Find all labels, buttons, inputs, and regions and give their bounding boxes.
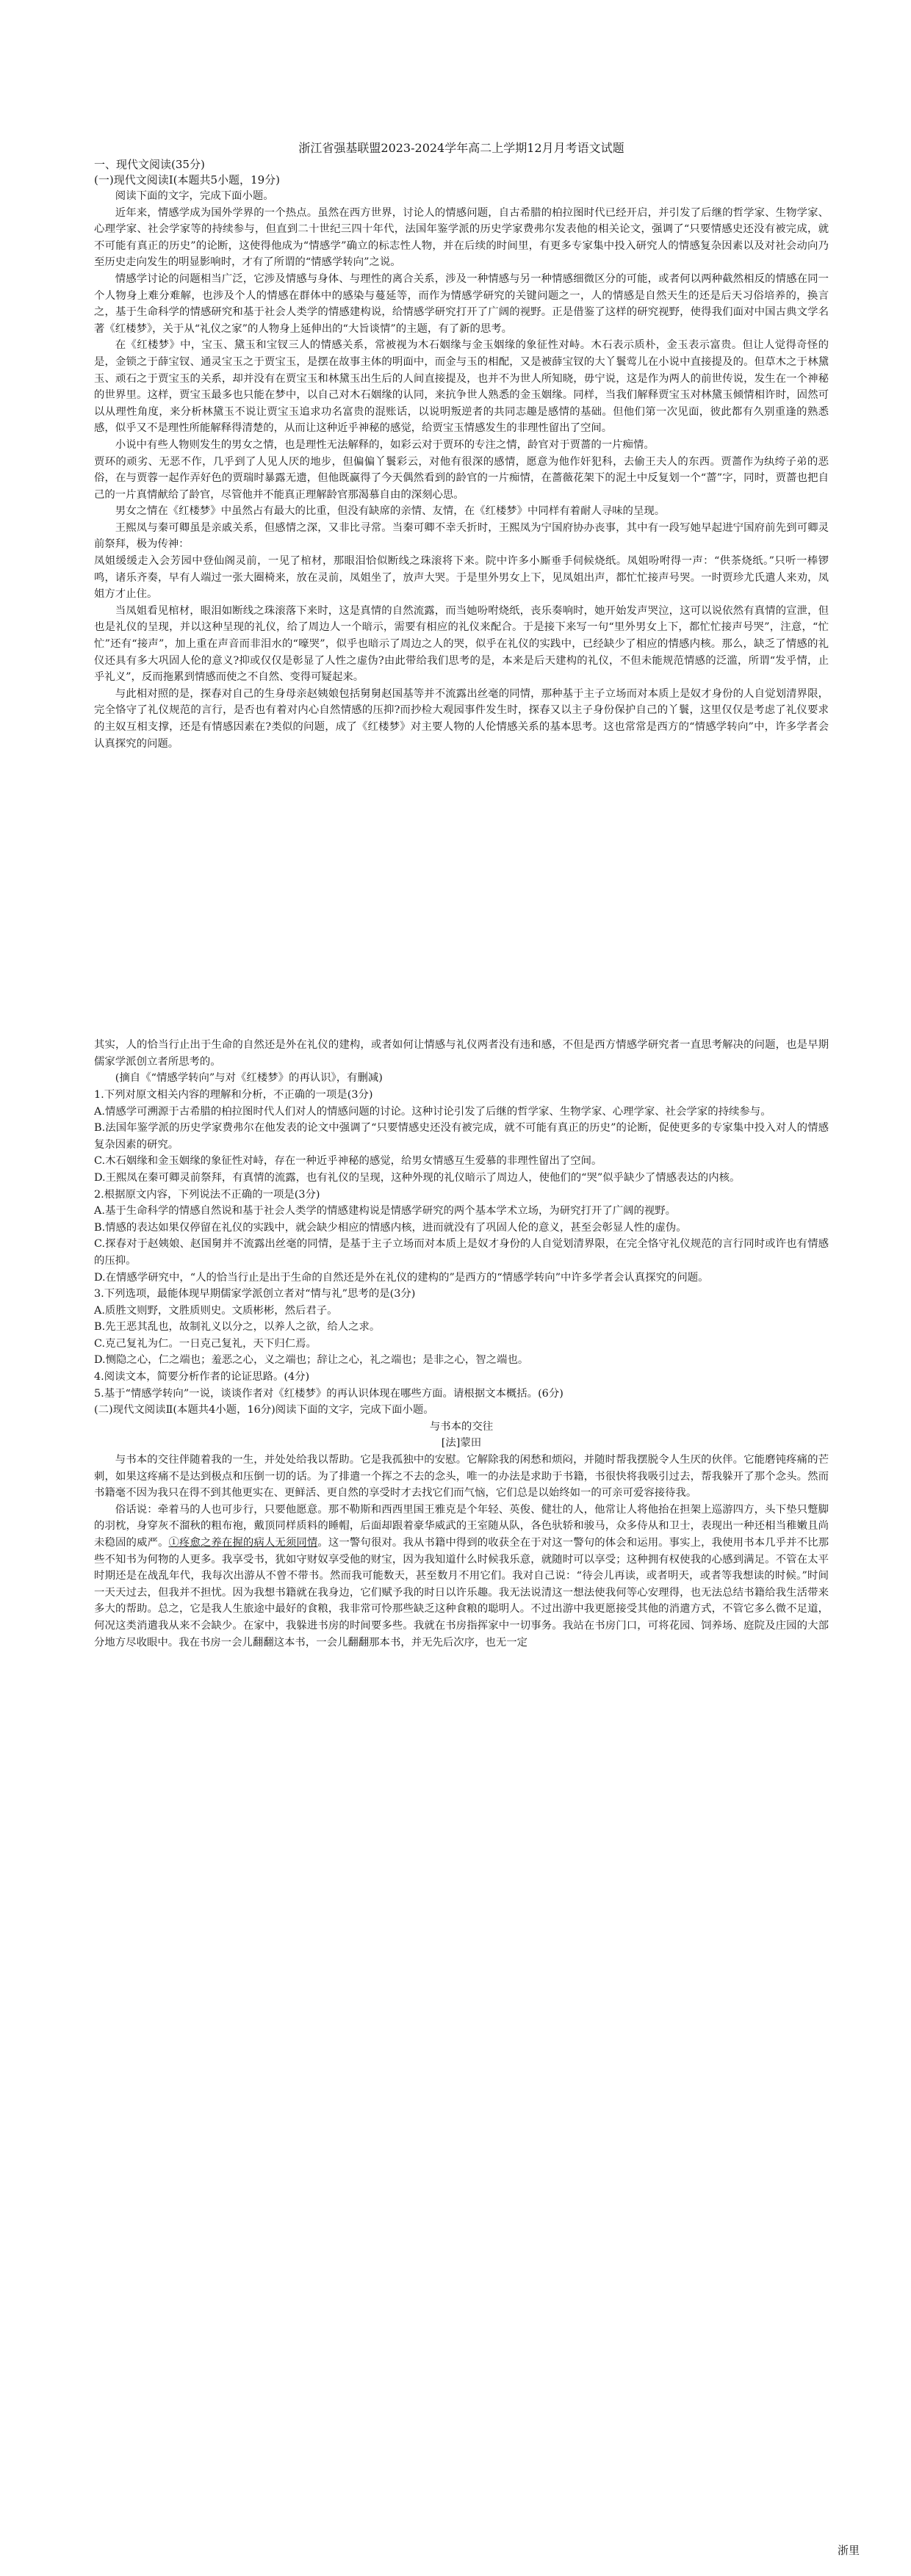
source-note: (摘自《“情感学转向”与对《红楼梦》的再认识》，有删减) bbox=[115, 1072, 383, 1085]
paragraph: 情感学讨论的问题相当广泛，它涉及情感与身体、与理性的离合关系，涉及一种情感与另一种情感细微区分的可能，或者何以两种截然相反的情感在同一个人物身上难分难解，也涉及个人的情感在群体中的感染与蔓延等，而作为情感学研究的关键问题之一，人的情感是自然天生的还是后天习俗培养的，换言之，基于生命科学的情感研究和基于社会人类学的情感建构说，给情感学研究打开了广阔的视野。正是借鉴了这样的研究视野，使得我们面对中国古典文学名著《红楼梦》，关于从“礼仪之家”的人物身上延伸出的“大旨谈情”的主题，有了新的思考。 bbox=[94, 272, 829, 335]
quoted-passage: 凤姐缓缓走入会芳园中登仙阁灵前，一见了棺材，那眼泪恰似断线之珠滚将下来。院中许多小厮垂手伺候烧纸。凤姐吩咐得一声：“供茶烧纸。”只听一棒锣鸣，诸乐齐奏，早有人端过一张大圈椅来，放在灵前，凤姐坐了，放声大哭。于是里外男女上下，见凤姐出声，都忙忙接声号哭。一时贾珍尤氏遣人来劝，凤姐方才止住。 bbox=[94, 555, 829, 601]
paragraph: 当凤姐看见棺材，眼泪如断线之珠滚落下来时，这是真情的自然流露，而当她吩咐烧纸，丧乐奏响时，她开始发声哭泣，这可以说依然有真情的宣泄，但也是礼仪的呈现，并以这种呈现的礼仪，给了周边人一个暗示，需要有相应的礼仪来配合。于是接下来写一句“里外男女上下，都忙忙接声号哭”，注意，“忙忙”还有“接声”，加上重在声音而非泪水的“嚎哭”，似乎也暗示了周边之人的哭，似乎在礼仪的实践中，已经缺少了相应的情感内核。那么，缺乏了情感的礼仪还具有多大巩固人伦的意义?抑或仅仅是彰显了人性之虚伪?由此带给我们思考的是，本来是后天建构的礼仪，不但未能规范情感的泛滥，所谓“发乎情，止乎礼义”，反而拖累到情感而使之不自然、变得可疑起来。 bbox=[94, 604, 829, 684]
section-heading: 一、现代文阅读(35分) bbox=[94, 158, 205, 171]
article-author: [法]蒙田 bbox=[441, 1437, 482, 1450]
paragraph: 贾环的顽劣、无恶不作，几乎到了人见人厌的地步，但偏偏丫鬟彩云，对他有很深的感情，愿意为他作奸犯科，去偷王夫人的东西。贾蔷作为纨绔子弟的恶俗，在与贾蓉一起作弄好色的贾瑞时暴露无遗，但他既赢得了今天偶然看到的龄官的一片痴情，在蔷薇花架下的泥土中反复划一个“蔷”字，同时，贾蔷也把自己的一片真情献给了龄官，尽管他并不能真正理解龄官那渴慕自由的深刻心思。 bbox=[94, 455, 829, 501]
paragraph: 王熙凤与秦可卿虽是亲戚关系，但感情之深，又非比寻常。当秦可卿不幸夭折时，王熙凤为宁国府协办丧事，其中有一段写她早起进宁国府前先到可卿灵前祭拜，极为传神： bbox=[94, 521, 829, 551]
option: A.质胜文则野，文胜质则史。文质彬彬，然后君子。 bbox=[94, 1304, 338, 1317]
option: A.情感学可溯源于古希腊的柏拉图时代人们对人的情感问题的讨论。这种讨论引发了后继的哲学家、生物学家、心理学家、社会学家的持续参与。 bbox=[94, 1105, 771, 1118]
paragraph: 与此相对照的是，探春对自己的生身母亲赵姨娘包括舅舅赵国基等并不流露出丝毫的同情，那种基于主子立场而对本质上是奴才身份的人自觉划清界限，完全恪守了礼仪规范的言行，是否也有着对内心自然情感的压抑?而抄检大观园事件发生时，探春又以主子身份保护自己的丫鬟，这里仅仅是考虑了礼仪要求的主奴互相支撑，还是有情感因素在?类似的问题，成了《红楼梦》对主要人物的人伦情感关系的基本思考。这也常常是西方的“情感学转向”中，许多学者会认真探究的问题。 bbox=[94, 687, 829, 750]
question: 1.下列对原文相关内容的理解和分析，不正确的一项是(3分) bbox=[94, 1088, 373, 1101]
paragraph: 其实，人的恰当行止出于生命的自然还是外在礼仪的建构，或者如何让情感与礼仪两者没有违和感，不但是西方情感学研究者一直思考解决的问题，也是早期儒家学派创立者所思考的。 bbox=[94, 1039, 829, 1068]
paragraph: 在《红楼梦》中，宝玉、黛玉和宝钗三人的情感关系，常被视为木石姻缘与金玉姻缘的象征性对峙。木石表示质朴，金玉表示富贵。但让人觉得奇怪的是，金锁之于薛宝钗、通灵宝玉之于贾宝玉，是摆在故事主体的明面中，而金与玉的相配，又是被薛宝钗的大丫鬟莺儿在小说中直接提及的。但草木之于林黛玉、顽石之于贾宝玉的关系，却并没有在贾宝玉和林黛玉出生后的人间直接提及，也并不为世人所知晓，毋宁说，这是作为两人的前世传说，发生在一个神秘的世界里。这样，贾宝玉最多也只能在梦中，以自己对木石姻缘的认同，来抗争世人熟悉的金玉姻缘。同样，当我们解释贾宝玉对林黛玉倾情相许时，固然可以从理性角度，来分析林黛玉不说让贾宝玉追求功名富贵的混账话，以说明叛逆者的共同志趣是感情的基础。但他们第一次见面，彼此都有久别重逢的熟悉感，似乎又不是理性所能解释得清楚的，从而让这种近乎神秘的感觉，给贾宝玉情感发生的非理性留出了空间。 bbox=[94, 339, 829, 435]
paragraph: 与书本的交往伴随着我的一生，并处处给我以帮助。它是我孤独中的安慰。它解除我的闲愁和烦闷，并随时帮我摆脱令人生厌的伙伴。它能磨钝疼痛的芒刺，如果这疼痛不是达到极点和压倒一切的话。为了排遣一个挥之不去的念头，唯一的办法是求助于书籍，书很快将我吸引过去，帮我躲开了那个念头。然而书籍毫不因为我只在得不到其他更实在、更鲜活、更自然的享受时才去找它们而气恼，它们总是以始终如一的可亲可爱容接待我。 bbox=[94, 1454, 829, 1499]
question: 5.基于“情感学转向”一说，谈谈作者对《红楼梦》的再认识体现在哪些方面。请根据文本概括。(6分) bbox=[94, 1387, 563, 1400]
option: B.先王恶其乱也，故制礼义以分之，以养人之欲，给人之求。 bbox=[94, 1321, 381, 1334]
subsection-heading: (一)现代文阅读Ⅰ(本题共5小题，19分) bbox=[94, 173, 280, 187]
page-title: 浙江省强基联盟2023-2024学年高二上学期12月月考语文试题 bbox=[298, 141, 624, 155]
option: D.王熙凤在秦可卿灵前祭拜，有真情的流露，也有礼仪的呈现，这种外现的礼仪暗示了周边人，使他们的“哭”似乎缺少了情感表达的内核。 bbox=[94, 1171, 741, 1184]
article-title: 与书本的交往 bbox=[429, 1420, 494, 1433]
paragraph bbox=[94, 1502, 829, 1651]
option: B.法国年鉴学派的历史学家费弗尔在他发表的论文中强调了“只要情感史还没有被完成，就不可能有真正的历史”的论断，促使更多的专家集中投入对人的情感复杂因素的研究。 bbox=[94, 1122, 829, 1151]
paragraph: 近年来，情感学成为国外学界的一个热点。虽然在西方世界，讨论人的情感问题，自古希腊的柏拉图时代已经开启，并引发了后继的哲学家、生物学家、心理学家、社会学家等的持续参与，但直到二十世纪三四十年代，法国年鉴学派的历史学家费弗尔发表他的相关论文，强调了“只要情感史还没有被完成，就不可能有真正的历史”的论断，这使得他成为“情感学”确立的标志性人物，并在后续的时间里，有更多专家集中投入研究人的情感复杂因素以及对社会动向乃至历史走向发生的明显影响时，才有了所谓的“情感学转向”之说。 bbox=[94, 206, 829, 269]
paragraph: 小说中有些人物则发生的男女之情，也是理性无法解释的，如彩云对于贾环的专注之情，龄官对于贾蔷的一片痴情。 bbox=[115, 438, 655, 451]
option: B.情感的表达如果仅停留在礼仪的实践中，就会缺少相应的情感内核，进而就没有了巩固人伦的意义，甚至会彰显人性的虚伪。 bbox=[94, 1221, 687, 1234]
question: 4.阅读文本，简要分析作者的论证思路。(4分) bbox=[94, 1371, 310, 1383]
subsection-heading: (二)现代文阅读Ⅱ(本题共4小题，16分)阅读下面的文字，完成下面小题。 bbox=[94, 1404, 434, 1417]
text-column bbox=[94, 140, 829, 1651]
question: 2.根据原文内容，下列说法不正确的一项是(3分) bbox=[94, 1188, 320, 1201]
option: C.克己复礼为仁。一日克己复礼，天下归仁焉。 bbox=[94, 1337, 317, 1350]
underlined-sentence: ①疼愈之养在握的病人无须同情 bbox=[168, 1537, 318, 1549]
option: D.恻隐之心，仁之端也；羞恶之心，义之端也；辞让之心，礼之端也；是非之心，智之端也。 bbox=[94, 1354, 529, 1367]
option: C.木石姻缘和金玉姻缘的象征性对峙，存在一种近乎神秘的感觉，给男女情感互生爱慕的非理性留出了空间。 bbox=[94, 1155, 602, 1168]
footer-label: 浙里 bbox=[837, 2544, 860, 2557]
option: C.探春对于赵姨娘、赵国舅并不流露出丝毫的同情，是基于主子立场而对本质上是奴才身份的人自觉划清界限，在完全恪守礼仪规范的言行同时或许也有情感的压抑。 bbox=[94, 1238, 829, 1267]
option: A.基于生命科学的情感自然说和基于社会人类学的情感建构说是情感学研究的两个基本学术立场，为研究打开了广阔的视野。 bbox=[94, 1205, 677, 1218]
text-run: 俗话说：牵着马的人也可步行，只要他愿意。那不勒斯和西西里国王雅克是个年轻、英俊、健壮的人，他常让人将他抬在担架上巡游四方，头下垫只蹩脚的羽枕，身穿灰不溜秋的粗布袍，戴顶同样质料的睡帽，后面却跟着豪华威武的王室随从队，各色驮轿和骏马，众多侍从和卫士，表现出一种还相当稚嫩且尚未稳固的威严。 bbox=[94, 1503, 829, 1549]
reading-instruction: 阅读下面的文字，完成下面小题。 bbox=[115, 190, 274, 202]
question: 3.下列选项，最能体现早期儒家学派创立者对“情与礼”思考的是(3分) bbox=[94, 1288, 416, 1300]
paragraph: 男女之情在《红楼梦》中虽然占有最大的比重，但没有缺席的亲情、友情，在《红楼梦》中同样有着耐人寻味的呈现。 bbox=[115, 505, 666, 518]
text-run: 。这一警句很对。我从书籍中得到的收获全在于对这一警句的体会和运用。事实上，我使用书本几乎并不比那些不知书为何物的人更多。我享受书，犹如守财奴享受他的财宝，因为我知道什么时候我乐意，就随时可以享受；这种拥有权使我的心感到满足。不管在太平时期还是在战乱年代，我每次出游从不曾不带书。然而我可能数天，甚至数月不用它们。我对自己说：“待会儿再读，或者明天，或者等我想读的时候。”时间一天天过去，但我并不担忧。因为我想书籍就在我身边，它们赋予我的时日以许乐趣。我无法说清这一想法使我何等心安理得，也无法总结书籍给我生活带来多大的帮助。总之，它是我人生旅途中最好的食粮，我非常可怜那些缺乏这种食粮的聪明人。不过出游中我更愿接受其他的消遣方式，不管它多么微不足道，何况这类消遣我从来不会缺少。在家中，我躲进书房的时间要多些。我就在书房指挥家中一切事务。我站在书房门口，可将花园、饲养场、庭院及庄园的大部分地方尽收眼中。我在书房一会儿翻翻这本书，一会儿翻翻那本书，并无先后次序，也无一定 bbox=[94, 1537, 829, 1649]
option: D.在情感学研究中，“人的恰当行止是出于生命的自然还是外在礼仪的建构的”是西方的“情感学转向”中许多学者会认真探究的问题。 bbox=[94, 1271, 709, 1284]
